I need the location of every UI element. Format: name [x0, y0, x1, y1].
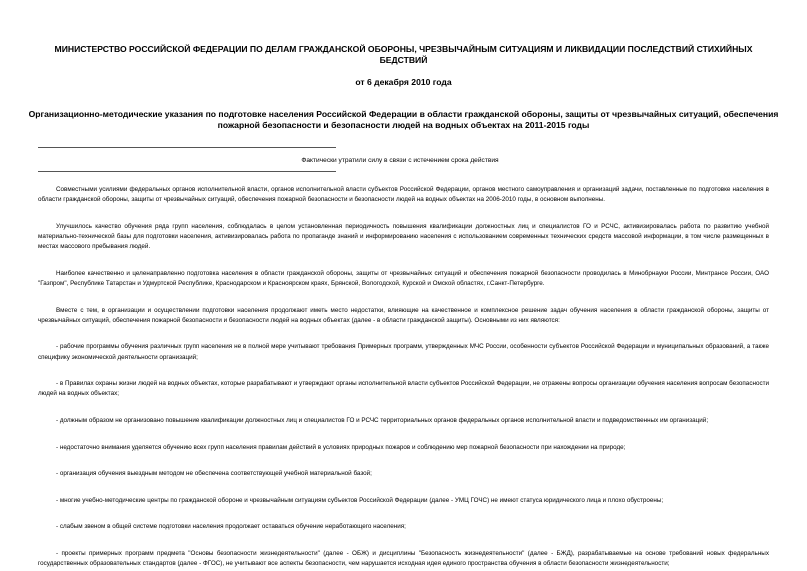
list-item: - слабым звеном в общей системе подготовки населения продолжает оставаться обучение неработающего населения; — [56, 523, 406, 531]
body-paragraph: Улучшилось качество обучения ряда групп населения, соблюдалась в целом установленная периодичность повышения квалификации должностных лиц и специалистов ГО и РСЧС, активизировалась работа по развитию учебной материально-технической базы для подготовки населения, активизировалась работа по пропаганде знаний и информированию населения с использованием современных технических средств массовой информации, в том числе размещенных в местах массового пребывания людей. — [38, 222, 769, 251]
status-divider-top — [38, 147, 336, 148]
list-item: - в Правилах охраны жизни людей на водных объектах, которые разрабатывают и утверждают органы исполнительной власти субъектов Российской Федерации, не отражены вопросы организации обучения населения вопросам безопасности людей на водных объектах; — [38, 380, 769, 398]
list-item: - должным образом не организовано повышение квалификации должностных лиц и специалистов ГО и РСЧС территориальных органов федеральных органов исполнительной власти и подведомственных им организаций; — [56, 416, 709, 424]
list-item: - многие учебно-методические центры по гражданской обороне и чрезвычайным ситуациям субъектов Российской Федерации (далее - УМЦ ГОЧС) не имеют статуса юридического лица и плохо обустроены; — [56, 496, 664, 504]
body-paragraph: Наиболее качественно и целенаправленно подготовка населения в области гражданской обороны, защиты от чрезвычайных ситуаций и обеспечения пожарной безопасности проводилась в Минобрнауки России, Минтрансе России, ОАО "Газпром", Республике Татарстан и Удмуртской Республике, Краснодарском и Красноярском краях, Брянской, Вологодской, Курской и Омской областях, г.Санкт-Петербурге. — [38, 269, 769, 287]
body-paragraph: Совместными усилиями федеральных органов исполнительной власти, органов исполнительной власти субъектов Российской Федерации, органов местного самоуправления и организаций задачи, поставленные по подготовке населения в области гражданской обороны, защиты от чрезвычайных ситуаций, обеспечения пожарной безопасности и безопасности людей на водных объектах на 2006-2010 годы, в основном выполнены. — [38, 186, 769, 204]
list-item: - проекты примерных программ предмета "Основы безопасности жизнедеятельности" (далее - ОБЖ) и дисциплины "Безопасность жизнедеятельности" (далее - БЖД), разрабатываемые на основе требований новых федеральных государственных образовательных стандартов (далее - ФГОС), не учитывают все аспекты безопасности, чем нарушается исходная идея единого пространства обучения в области безопасности жизнедеятельности; — [38, 549, 769, 568]
ministry-heading: МИНИСТЕРСТВО РОССИЙСКОЙ ФЕДЕРАЦИИ ПО ДЕЛАМ ГРАЖДАНСКОЙ ОБОРОНЫ, ЧРЕЗВЫЧАЙНЫМ СИТУАЦИЯМ И ЛИКВИДАЦИИ ПОСЛЕДСТВИЙ СТИХИЙНЫХ БЕДСТВИЙ — [54, 44, 753, 65]
document-title: Организационно-методические указания по подготовке населения Российской Федерации в области гражданской обороны, защиты от чрезвычайных ситуаций, обеспечения пожарной безопасности и безопасности людей на водных объектах на 2011-2015 годы — [28, 109, 779, 130]
list-item: - рабочие программы обучения различных групп населения не в полной мере учитывают требования Примерных программ, утвержденных МЧС России, особенности субъектов Российской Федерации и муниципальных образований, а также специфику экономической деятельности организаций; — [38, 343, 769, 361]
list-item: - недостаточно внимания уделяется обучению всех групп населения правилам действий в условиях природных пожаров и соблюдению мер пожарной безопасности при нахождении на природе; — [56, 443, 626, 451]
document-date: от 6 декабря 2010 года — [355, 77, 452, 87]
body-paragraph: Вместе с тем, в организации и осуществлении подготовки населения продолжают иметь место недостатки, влияющие на качественное и комплексное решение задач обучения населения в области гражданской обороны, защиты от чрезвычайных ситуаций, обеспечения пожарной безопасности и безопасности людей на водных объектах (далее - в области гражданской защиты). Основными из них являются: — [38, 306, 769, 324]
document-body — [38, 185, 769, 569]
status-divider-bottom — [38, 171, 336, 172]
document-status-note: Фактически утратили силу в связи с истечением срока действия — [301, 157, 499, 164]
list-item: - организация обучения выездным методом не обеспечена соответствующей учебной материальной базой; — [56, 470, 372, 478]
